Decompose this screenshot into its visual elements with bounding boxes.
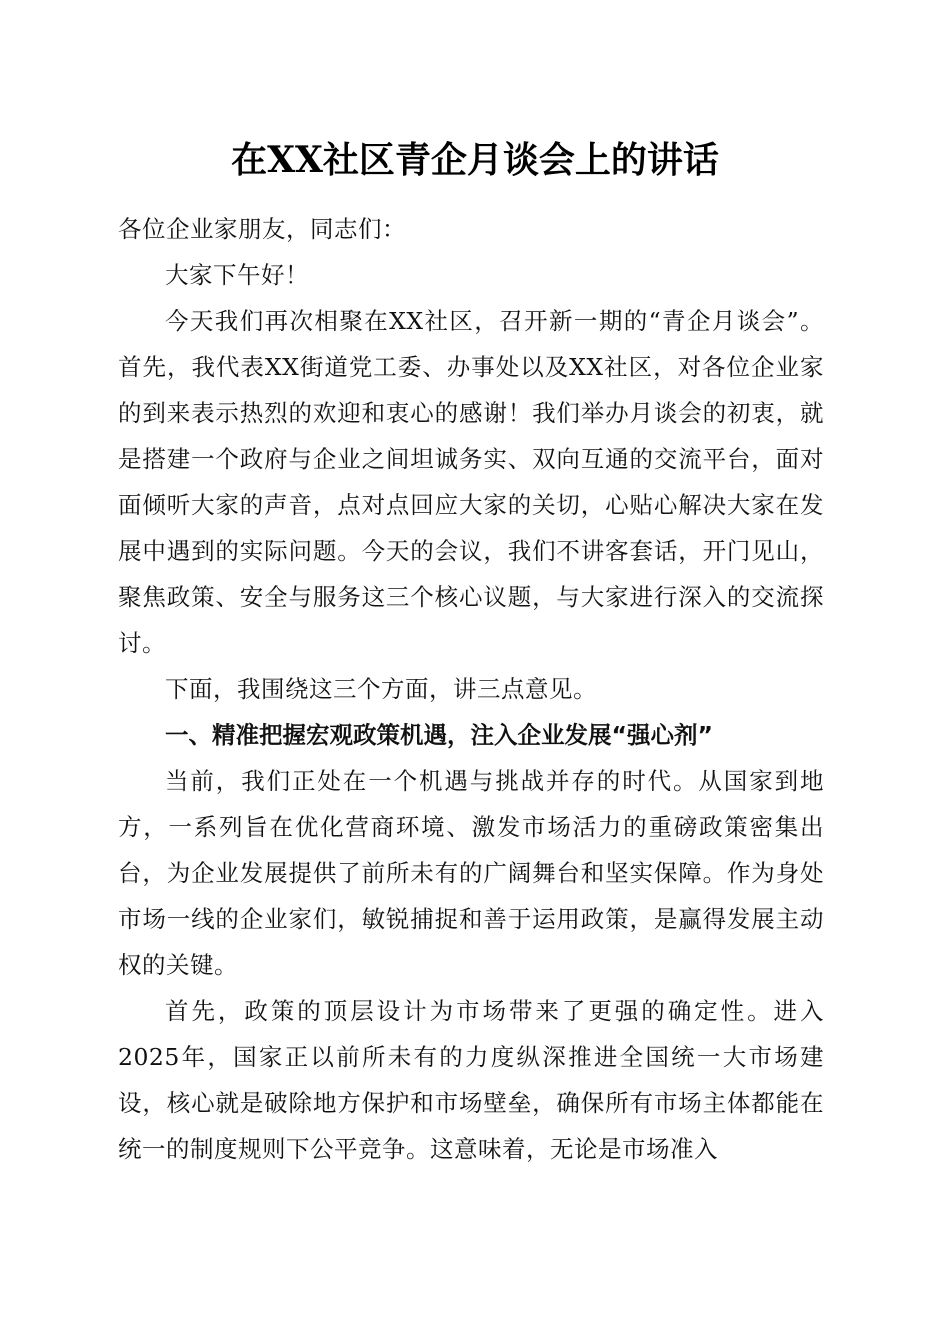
salutation: 各位企业家朋友，同志们： <box>118 215 406 243</box>
paragraph-opening: 今天我们再次相聚在XX社区，召开新一期的“青企月谈会”。首先，我代表XX街道党工委、办事处以及XX社区，对各位企业家的到来表示热烈的欢迎和衷心的感谢！我们举办月谈会的初衷，就是搭建一个政府与企业之间坦诚务实、双向互通的交流平台，面对面倾听大家的声音，点对点回应大家的关切，心贴心解决大家在发展中遇到的实际问题。今天的会议，我们不讲客套话，开门见山，聚焦政策、安全与服务这三个核心议题，与大家进行深入的交流探讨。 <box>118 307 824 657</box>
paragraph-policy: 首先，政策的顶层设计为市场带来了更强的确定性。进入2025年，国家正以前所未有的力度纵深推进全国统一大市场建设，核心就是破除地方保护和市场壁垒，确保所有市场主体都能在统一的制度规则下公平竞争。这意味着，无论是市场准入 <box>118 997 824 1163</box>
paragraph-context: 当前，我们正处在一个机遇与挑战并存的时代。从国家到地方，一系列旨在优化营商环境、激发市场活力的重磅政策密集出台，为企业发展提供了前所未有的广阔舞台和坚实保障。作为身处市场一线的企业家们，敏锐捕捉和善于运用政策，是赢得发展主动权的关键。 <box>118 767 824 979</box>
document-body <box>118 206 824 1172</box>
document-title: 在XX社区青企月谈会上的讲话 <box>231 139 719 181</box>
section-heading-1: 一、精准把握宏观政策机遇，注入企业发展“强心剂” <box>165 721 713 749</box>
paragraph-greeting: 大家下午好！ <box>165 261 309 289</box>
paragraph-outline: 下面，我围绕这三个方面，讲三点意见。 <box>165 675 597 703</box>
